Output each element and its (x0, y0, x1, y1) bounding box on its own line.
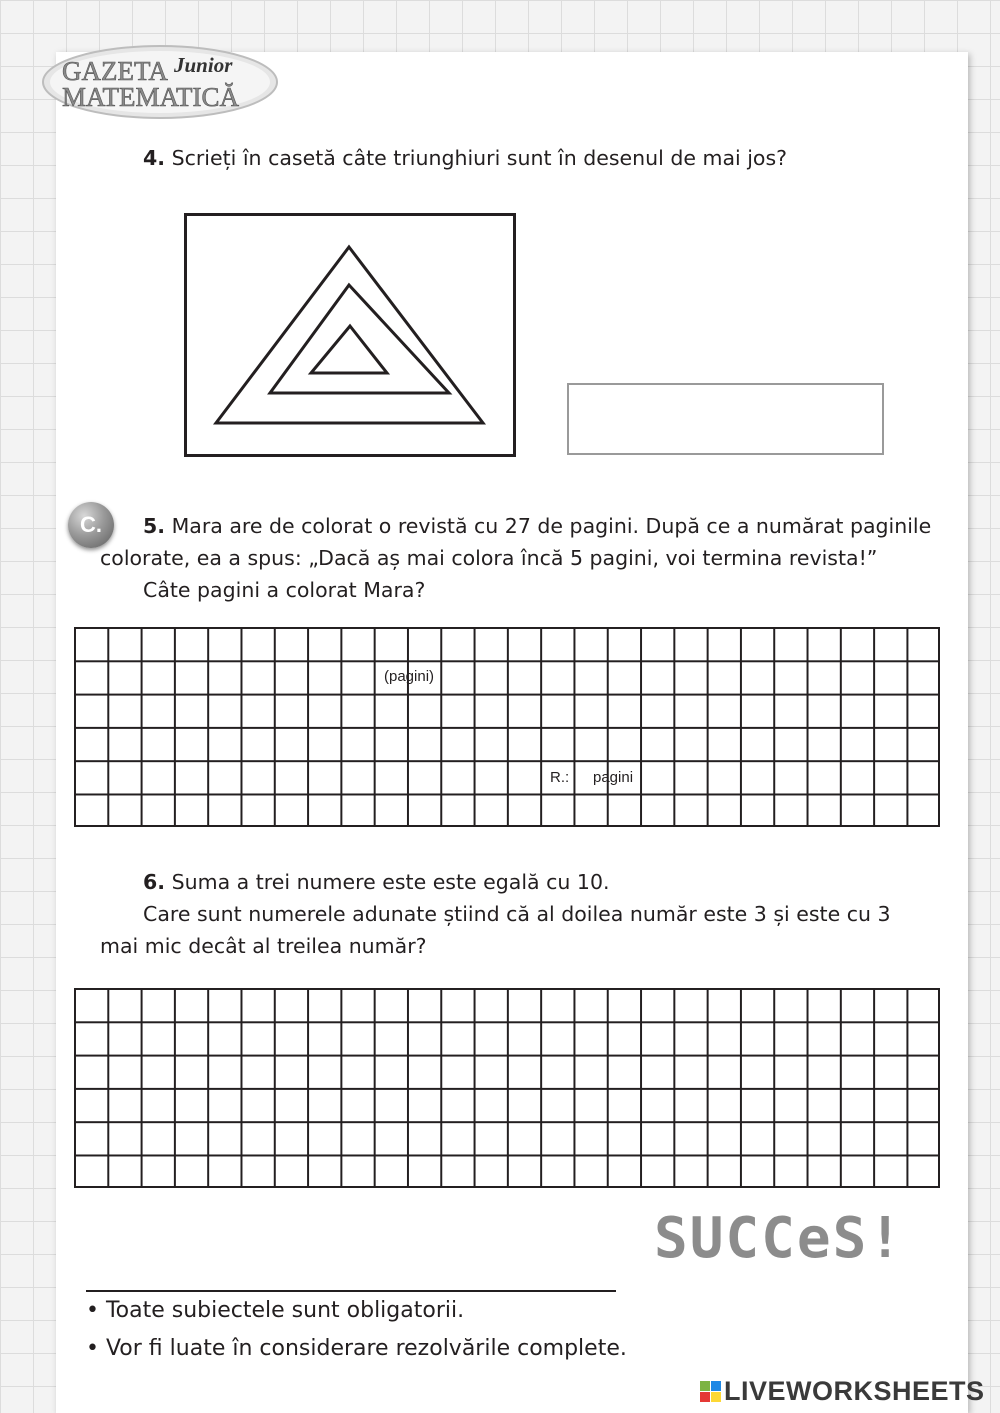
triangle-count-answer-box[interactable] (567, 383, 884, 455)
question-5-line-2: colorate, ea a spus: „Dacă aș mai colora încă 5 pagini, voi termina revista!” (100, 546, 878, 570)
answer-unit-label: pagini (593, 769, 634, 786)
inner-triangle (311, 326, 387, 373)
pagini-unit-label: (pagini) (384, 668, 435, 685)
triangles-figure (184, 213, 516, 457)
liveworksheets-logo-icon (700, 1381, 721, 1402)
outer-triangle (216, 247, 483, 423)
question-6-line-2: Care sunt numerele adunate știind că al doilea număr este 3 și este cu 3 (143, 902, 891, 926)
svg-text:MATEMATICĂ: MATEMATICĂ (62, 82, 240, 112)
footer-divider (86, 1290, 616, 1292)
succes-heading: SUCCeS! (654, 1206, 905, 1271)
svg-text:Junior: Junior (174, 53, 233, 77)
nested-triangles-drawing (187, 216, 513, 454)
question-5-number: 5. (143, 514, 166, 538)
gazeta-matematica-logo (40, 42, 280, 120)
question-5-line-1 (143, 510, 931, 542)
question-6-number: 6. (143, 870, 166, 894)
question-4-text: Scrieți în casetă câte triunghiuri sunt în desenul de mai jos? (171, 146, 788, 170)
question-5-text: Mara are de colorat o revistă cu 27 de pagini. După ce a numărat paginile (171, 514, 932, 538)
footer-note-2: • Vor fi luate în considerare rezolvările complete. (86, 1336, 627, 1361)
question-6-line-3: mai mic decât al treilea număr? (100, 934, 427, 958)
section-c-badge: C. (68, 502, 114, 548)
question-4 (143, 142, 787, 174)
question-6-line-1 (143, 866, 610, 898)
answer-prefix-label: R.: (550, 769, 570, 786)
question-4-number: 4. (143, 146, 166, 170)
footer-note-1: • Toate subiectele sunt obligatorii. (86, 1298, 465, 1323)
question-5-answer-grid[interactable] (74, 627, 940, 827)
question-5-line-3: Câte pagini a colorat Mara? (143, 578, 426, 602)
svg-text:GAZETA: GAZETA (62, 56, 168, 86)
question-6-answer-grid[interactable] (74, 988, 940, 1188)
liveworksheets-watermark (700, 1376, 985, 1407)
liveworksheets-text: LIVEWORKSHEETS (724, 1376, 985, 1406)
question-6-text: Suma a trei numere este este egală cu 10. (171, 870, 610, 894)
